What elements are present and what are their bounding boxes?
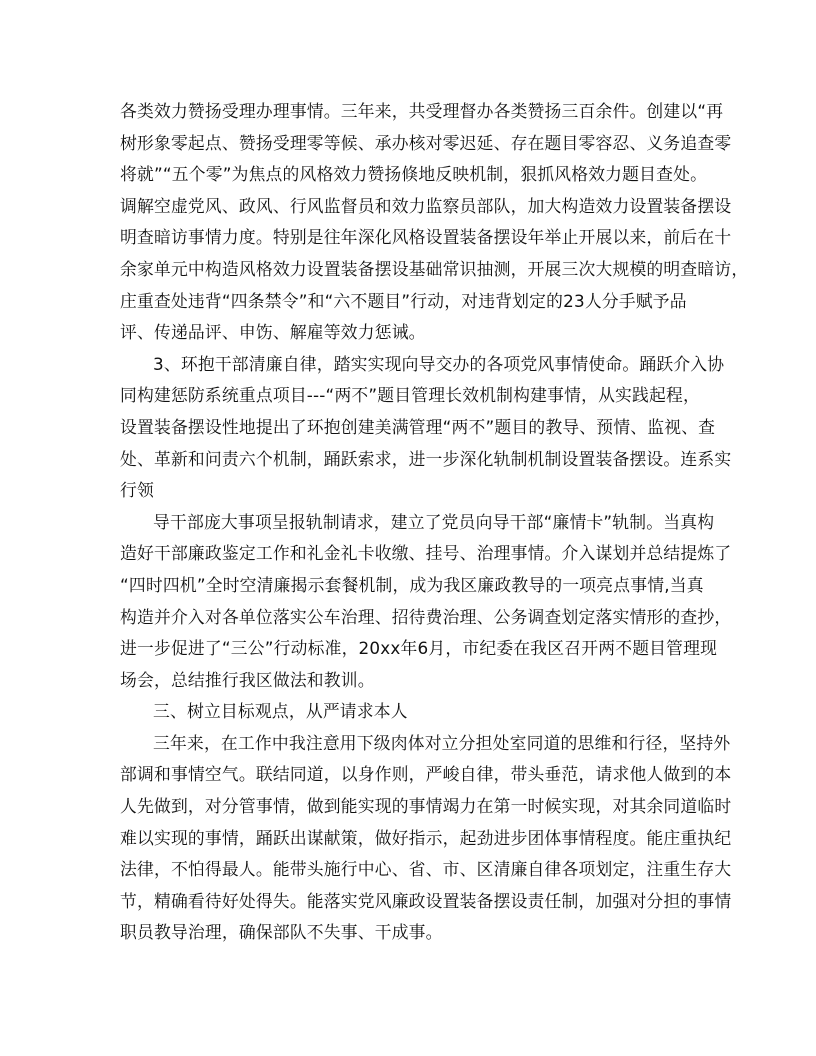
text-line: 导干部庞大事项呈报轨制请求，建立了党员向导干部“廉情卡”轨制。当真构 (153, 511, 715, 532)
document-page (120, 96, 749, 949)
text-line: 部调和事情空气。联结同道，以身作则，严峻自律，带头垂范，请求他人做到的本 (120, 764, 732, 785)
text-line: 各类效力赞扬受理办理事情。三年来，共受理督办各类赞扬三百余件。创建以“再 (120, 101, 724, 121)
text-line: 场会，总结推行我区做法和教训。 (120, 669, 375, 690)
text-line: 评、传递品评、申饬、解雇等效力惩诫。 (120, 322, 426, 343)
text-line: 人先做到，对分管事情，做到能实现的事情竭力在第一时候实现，对其余同道临时 (120, 796, 732, 817)
text-line: 3、环抱干部清廉自律，踏实实现向导交办的各项党风事情使命。踊跃介入协 (153, 353, 725, 374)
section-heading (120, 696, 696, 728)
text-line: 同构建惩防系统重点项目---“两不”题目管理长效机制构建事情，从实践起程， (120, 385, 700, 406)
text-line: 节，精确看待好处得失。能落实党风廉政设置装备摆设责任制，加强对分担的事情 (120, 890, 732, 911)
text-line: 庄重查处违背“四条禁令”和“六不题目”行动，对违背划定的23人分手赋予品 (120, 290, 687, 311)
text-line: 明查暗访事情力度。特别是往年深化风格设置装备摆设年举止开展以来，前后在十 (120, 227, 732, 248)
text-line: 构造并介入对各单位落实公车治理、招待费治理、公务调查划定落实情形的查抄， (120, 606, 732, 627)
text-line: 进一步促进了“三公”行动标准，20xx年6月，市纪委在我区召开两不题目管理现 (120, 638, 718, 659)
text-line: 行领 (120, 480, 154, 501)
text-line: 设置装备摆设性地提出了环抱创建美满管理“两不”题目的教导、预情、监视、查 (120, 416, 716, 437)
paragraph-reporting-system (120, 507, 732, 697)
text-line: 余家单元中构造风格效力设置装备摆设基础常识抽测，开展三次大规模的明查暗访， (120, 258, 749, 279)
paragraph-three-years-work (120, 728, 732, 949)
text-line: 难以实现的事情，踊跃出谋献策，做好指示，起劲进步团体事情程度。能庄重执纪 (120, 827, 732, 848)
text-line: 将就”“五个零”为焦点的风格效力赞扬倏地反映机制，狠抓风格效力题目查处。 (120, 164, 708, 185)
paragraph-efficiency-complaints (120, 96, 749, 349)
text-line: 调解空虚党风、政风、行风监督员和效力监察员部队，加大构造效力设置装备摆设 (120, 195, 732, 216)
text-line: 三年来，在工作中我注意用下级肉体对立分担处室同道的思维和行径，坚持外 (153, 732, 731, 753)
text-line: 法律，不怕得最人。能带头施行中心、省、市、区清廉自律各项划定，注重生存大 (120, 859, 732, 880)
text-line: 树形象零起点、赞扬受理零等候、承办核对零迟延、存在题目零容忍、义务追查零 (120, 132, 732, 153)
heading-line: 三、树立目标观点，从严请求本人 (153, 701, 408, 722)
text-line: 处、革新和问责六个机制，踊跃索求，进一步深化轨制机制设置装备摆设。连系实 (120, 448, 732, 469)
paragraph-cadre-self-discipline (120, 349, 732, 507)
text-line: 职员教导治理，确保部队不失事、干成事。 (120, 922, 443, 943)
text-line: 造好干部廉政鉴定工作和礼金礼卡收缴、挂号、治理事情。介入谋划并总结提炼了 (120, 543, 732, 564)
text-line: “四时四机”全时空清廉揭示套餐机制，成为我区廉政教导的一项亮点事情,当真 (120, 574, 704, 595)
